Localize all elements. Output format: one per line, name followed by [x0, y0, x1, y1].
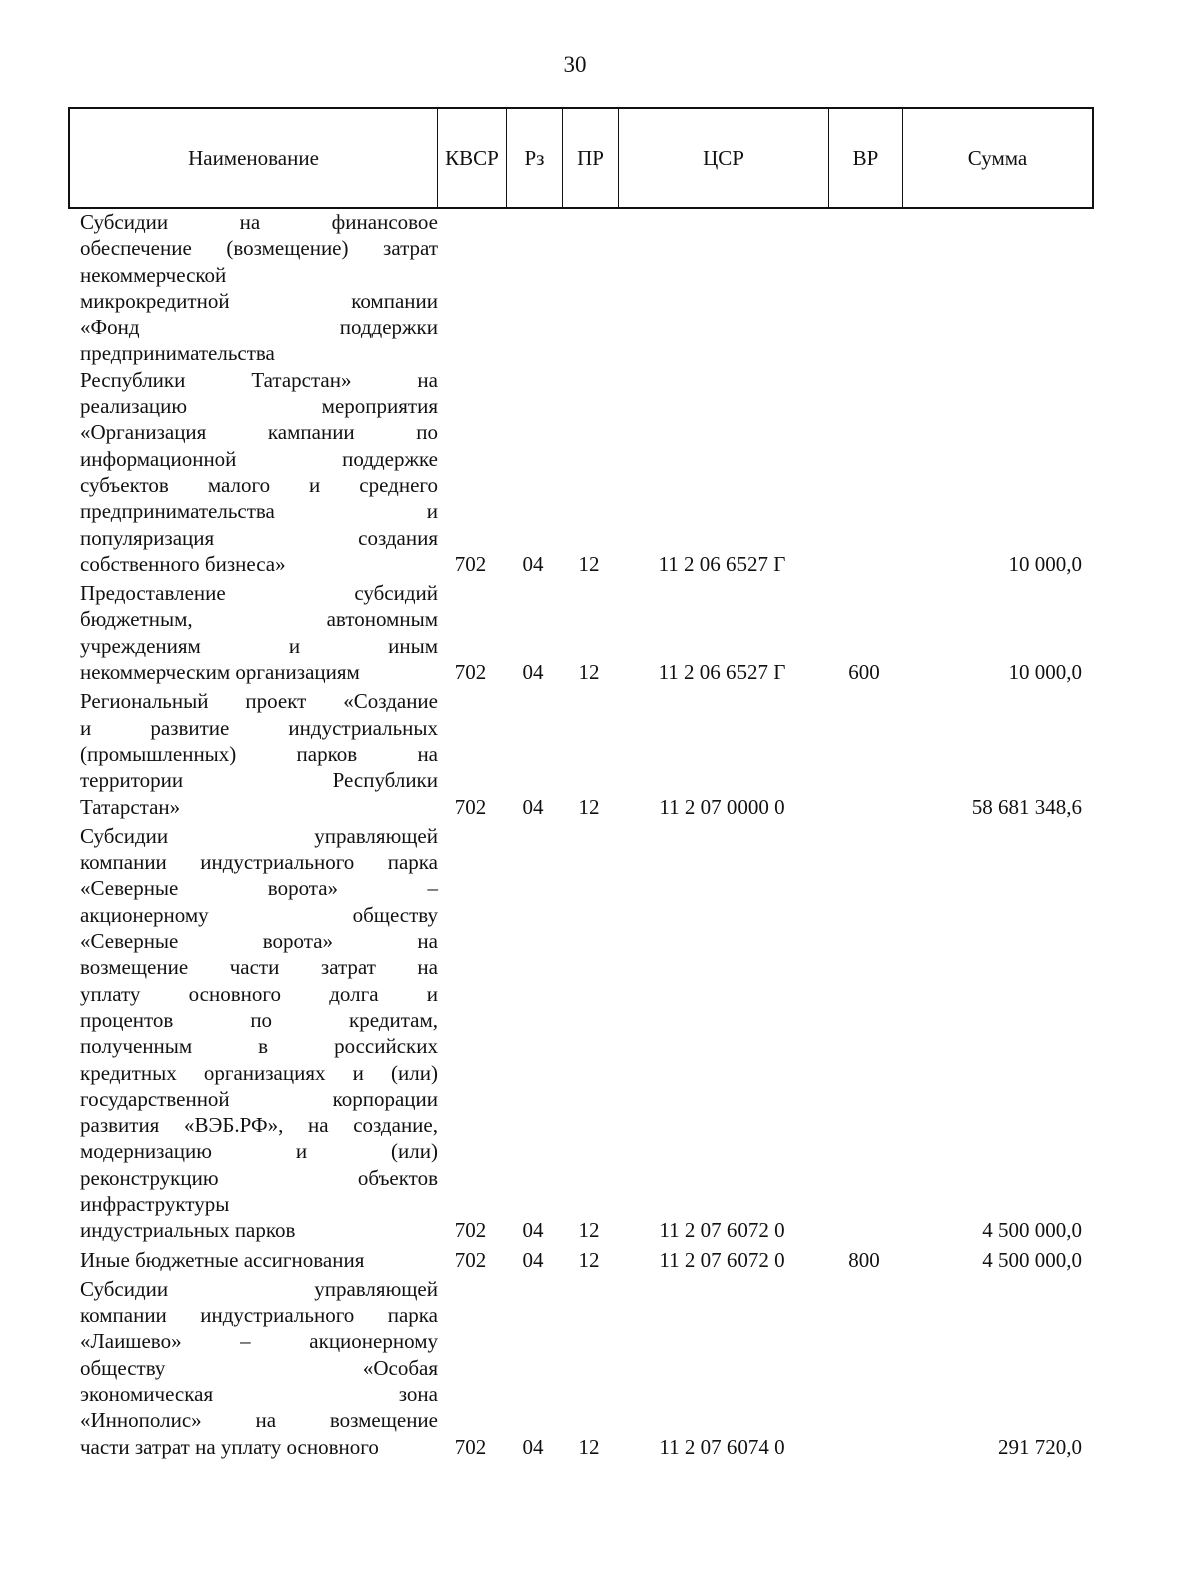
- table-row: [68, 580, 1094, 685]
- row-name: [68, 209, 438, 577]
- row-name-line: уплату основного долга и: [80, 981, 438, 1006]
- row-csr: 11 2 06 6527 Г: [658, 551, 786, 576]
- row-name-line: Татарстан»: [80, 794, 181, 819]
- row-name-line: «Северные ворота» на: [80, 929, 438, 954]
- row-sum: 4 500 000,0: [982, 1247, 1082, 1272]
- row-name-line: бюджетным, автономным: [80, 607, 438, 632]
- row-name-line: инфраструктуры: [80, 1191, 230, 1216]
- row-name-line: микрокредитной компании: [80, 288, 438, 313]
- row-name-line: реконструкцию объектов: [80, 1165, 438, 1190]
- row-rz: 04: [522, 660, 544, 685]
- row-name-line: индустриальных парков: [80, 1218, 296, 1243]
- row-name-line: компании индустриального парка: [80, 850, 438, 875]
- table-row: [68, 209, 1094, 577]
- row-name-line: государственной корпорации: [80, 1086, 438, 1111]
- row-name-line: модернизацию и (или): [80, 1139, 438, 1164]
- row-name-line: «Северные ворота» –: [80, 876, 438, 901]
- header-rz: Рз: [507, 109, 563, 207]
- row-name-line: «Иннополис» на возмещение: [80, 1408, 438, 1433]
- row-name-line: Субсидии управляющей: [80, 1276, 438, 1301]
- row-name-line: кредитных организациях и (или): [80, 1060, 438, 1085]
- row-name-line: «Организация кампании по: [80, 420, 438, 445]
- row-name-line: некоммерческой: [80, 262, 227, 287]
- row-csr: 11 2 06 6527 Г: [658, 660, 786, 685]
- row-name-line: «Фонд поддержки: [80, 315, 438, 340]
- row-rz: 04: [522, 794, 544, 819]
- row-name-line: территории Республики: [80, 768, 438, 793]
- row-name-line: и развитие индустриальных: [80, 715, 438, 740]
- row-name-line: Иные бюджетные ассигнования: [80, 1247, 365, 1272]
- row-name-line: предпринимательства: [80, 341, 275, 366]
- row-name-line: возмещение части затрат на: [80, 955, 438, 980]
- row-vr: 800: [848, 1247, 880, 1272]
- row-kvsr: 702: [454, 1218, 487, 1243]
- header-pr: ПР: [563, 109, 619, 207]
- row-sum: 10 000,0: [1008, 551, 1082, 576]
- header-kvsr: КВСР: [438, 109, 507, 207]
- row-sum: 58 681 348,6: [971, 794, 1082, 819]
- header-name: Наименование: [70, 109, 438, 207]
- table-header: [68, 107, 1094, 209]
- row-name-line: реализацию мероприятия: [80, 394, 438, 419]
- row-pr: 12: [578, 1247, 600, 1272]
- row-name-line: акционерному обществу: [80, 902, 438, 927]
- row-kvsr: 702: [454, 1247, 487, 1272]
- row-csr: 11 2 07 6074 0: [659, 1434, 785, 1459]
- row-pr: 12: [578, 551, 600, 576]
- row-name-line: «Лаишево» – акционерному: [80, 1329, 438, 1354]
- row-csr: 11 2 07 6072 0: [659, 1218, 785, 1243]
- row-name-line: Субсидии на финансовое: [80, 210, 438, 234]
- row-name-line: собственного бизнеса»: [80, 551, 286, 576]
- row-vr: 600: [848, 660, 880, 685]
- row-name: [68, 580, 438, 685]
- row-name-line: компании индустриального парка: [80, 1303, 438, 1328]
- row-name-line: обеспечение (возмещение) затрат: [80, 236, 438, 261]
- row-pr: 12: [578, 1434, 600, 1459]
- row-rz: 04: [522, 1434, 544, 1459]
- row-sum: 291 720,0: [998, 1434, 1082, 1459]
- row-csr: 11 2 07 6072 0: [659, 1247, 785, 1272]
- row-name-line: популяризация создания: [80, 525, 438, 550]
- row-name-line: процентов по кредитам,: [80, 1007, 438, 1032]
- table-row: [68, 1247, 1094, 1273]
- row-kvsr: 702: [454, 660, 487, 685]
- row-name-line: Субсидии управляющей: [80, 823, 438, 848]
- row-kvsr: 702: [454, 551, 487, 576]
- row-name: [68, 823, 438, 1244]
- row-name-line: (промышленных) парков на: [80, 741, 438, 766]
- row-sum: 10 000,0: [1008, 660, 1082, 685]
- row-kvsr: 702: [454, 794, 487, 819]
- table-row: [68, 1276, 1094, 1460]
- row-name-line: развития «ВЭБ.РФ», на создание,: [80, 1113, 438, 1138]
- row-name-line: обществу «Особая: [80, 1355, 438, 1380]
- row-name-line: части затрат на уплату основного: [80, 1434, 379, 1459]
- header-sum: Сумма: [967, 145, 1028, 170]
- row-rz: 04: [522, 1218, 544, 1243]
- row-name-line: экономическая зона: [80, 1382, 438, 1407]
- row-name-line: полученным в российских: [80, 1034, 438, 1059]
- row-name: [68, 1276, 438, 1460]
- row-rz: 04: [522, 1247, 544, 1272]
- row-rz: 04: [522, 551, 544, 576]
- row-name: [68, 688, 438, 819]
- row-name-line: Предоставление субсидий: [80, 581, 438, 606]
- row-pr: 12: [578, 660, 600, 685]
- table-row: [68, 823, 1094, 1244]
- header-vr: ВР: [829, 109, 903, 207]
- table-row: [68, 688, 1094, 819]
- table-body: [68, 209, 1094, 1463]
- row-name-line: Региональный проект «Создание: [80, 689, 438, 714]
- row-pr: 12: [578, 1218, 600, 1243]
- row-name-line: учреждениям и иным: [80, 633, 438, 658]
- row-name: [68, 1247, 438, 1273]
- row-csr: 11 2 07 0000 0: [659, 794, 785, 819]
- row-name-line: Республики Татарстан» на: [80, 367, 438, 392]
- row-sum: 4 500 000,0: [982, 1218, 1082, 1243]
- page-number: 30: [563, 52, 587, 77]
- row-name-line: субъектов малого и среднего: [80, 472, 438, 497]
- row-kvsr: 702: [454, 1434, 487, 1459]
- row-name-line: информационной поддержке: [80, 446, 438, 471]
- row-name-line: предпринимательства и: [80, 499, 438, 524]
- row-name-line: некоммерческим организациям: [80, 660, 360, 685]
- header-csr: ЦСР: [619, 109, 829, 207]
- row-pr: 12: [578, 794, 600, 819]
